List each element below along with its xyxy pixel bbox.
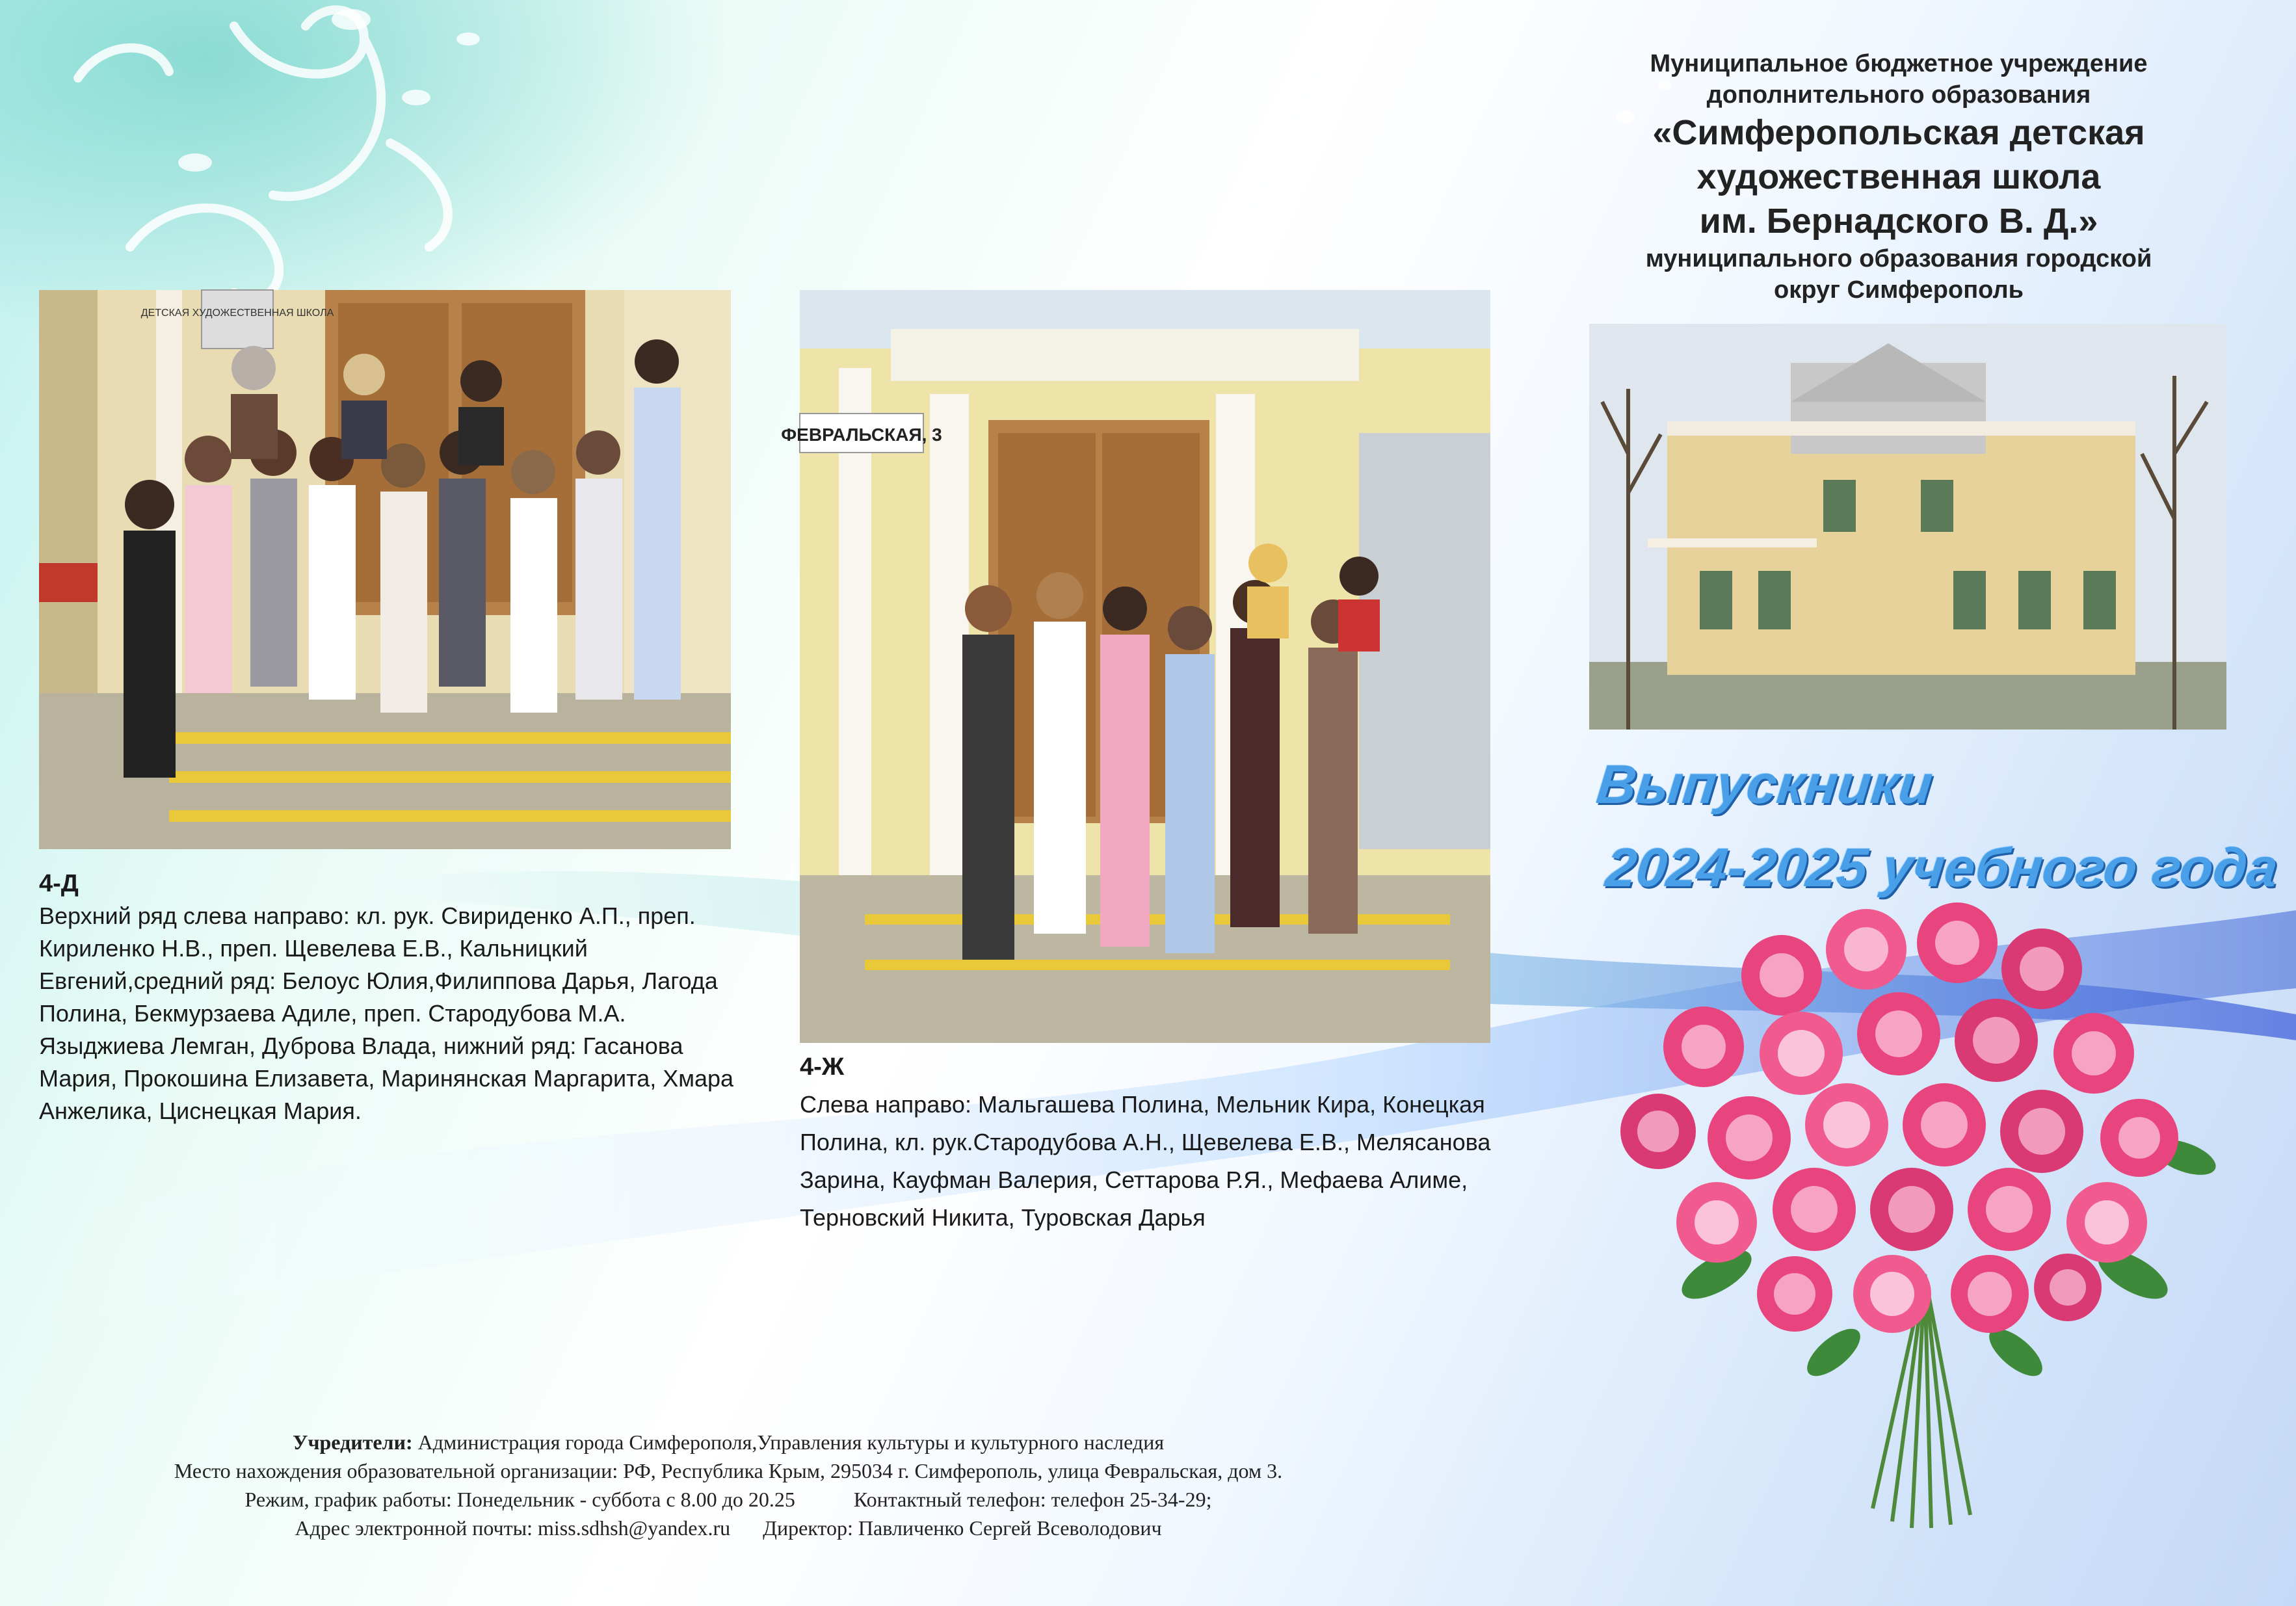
- footer-address: Место нахождения образовательной организации: РФ, Республика Крым, 295034 г. Симферополь, улица Февральская, дом 3.: [174, 1459, 1283, 1482]
- graduates-title-line1: Выпускники: [1594, 754, 1936, 815]
- footer-founders: [78, 1428, 1379, 1456]
- class-4zh-text: Слева направо: Мальгашева Полина, Мельник Кира, Конецкая Полина, кл. рук.Стародубова А.Н., Щевелева Е.В., Мелясанова Зарина, Кауфман Валерия, Сеттарова Р.Я., Мефаева Алиме, Терновский Никита, Туровская Дарья: [800, 1091, 1491, 1231]
- header-line1: Муниципальное бюджетное учреждение: [1650, 50, 2148, 77]
- footer-founders-text: Администрация города Симферополя,Управления культуры и культурного наследия: [412, 1430, 1165, 1454]
- header-school-name-2: художественная школа: [1696, 157, 2101, 196]
- class-4zh-photo: [781, 290, 1490, 1043]
- class-4d-photo: [39, 290, 731, 849]
- header-line6: муниципального образования городской: [1645, 245, 2152, 272]
- photo-sign: ДЕТСКАЯ ХУДОЖЕСТВЕННАЯ ШКОЛА: [140, 308, 334, 319]
- footer-director: Директор: Павличенко Сергей Всеволодович: [763, 1516, 1162, 1540]
- footer-email: Адрес электронной почты: miss.sdhsh@yandex.ru: [295, 1516, 731, 1540]
- header-school-name-1: «Симферопольская детская: [1652, 113, 2145, 152]
- class-4d-label: 4-Д: [39, 870, 79, 897]
- footer-hours: Режим, график работы: Понедельник - суббота с 8.00 до 20.25: [244, 1488, 795, 1511]
- graduates-title-line2: 2024-2025 учебного года: [1603, 837, 2281, 898]
- class-4d-text: Верхний ряд слева направо: кл. рук. Свириденко А.П., преп. Кириленко Н.В., преп. Щевелева Е.В., Кальницкий Евгений,средний ряд: Белоус Юлия,Филиппова Дарья, Лагода Полина, Бекмурзаева Адиле, преп. Стародубова М.А. Языджиева Лемган, Дуброва Влада, нижний ряд: Гасанова Мария, Прокошина Елизавета, Маринянская Маргарита, Хмара Анжелика, Циснецкая Мария.: [39, 902, 734, 1124]
- footer-hours-row: [78, 1485, 1379, 1514]
- class-4zh-caption: [800, 1048, 1502, 1237]
- footer-founders-label: Учредители:: [292, 1430, 413, 1454]
- class-4zh-label: 4-Ж: [800, 1053, 845, 1081]
- footer-email-row: [78, 1514, 1379, 1542]
- rose-bouquet-image: [1587, 884, 2250, 1534]
- header-school-name-3: им. Бернадского В. Д.»: [1699, 202, 2098, 241]
- header-line2: дополнительного образования: [1706, 81, 2091, 109]
- footer-phone: Контактный телефон: телефон 25-34-29;: [853, 1488, 1212, 1511]
- photo-street-sign: ФЕВРАЛЬСКАЯ, 3: [781, 425, 942, 445]
- school-header: [1548, 48, 2250, 306]
- school-building-photo: [1589, 324, 2226, 730]
- header-line7: округ Симферополь: [1774, 276, 2024, 304]
- class-4d-caption: [39, 867, 741, 1127]
- footer-info: [78, 1428, 1379, 1542]
